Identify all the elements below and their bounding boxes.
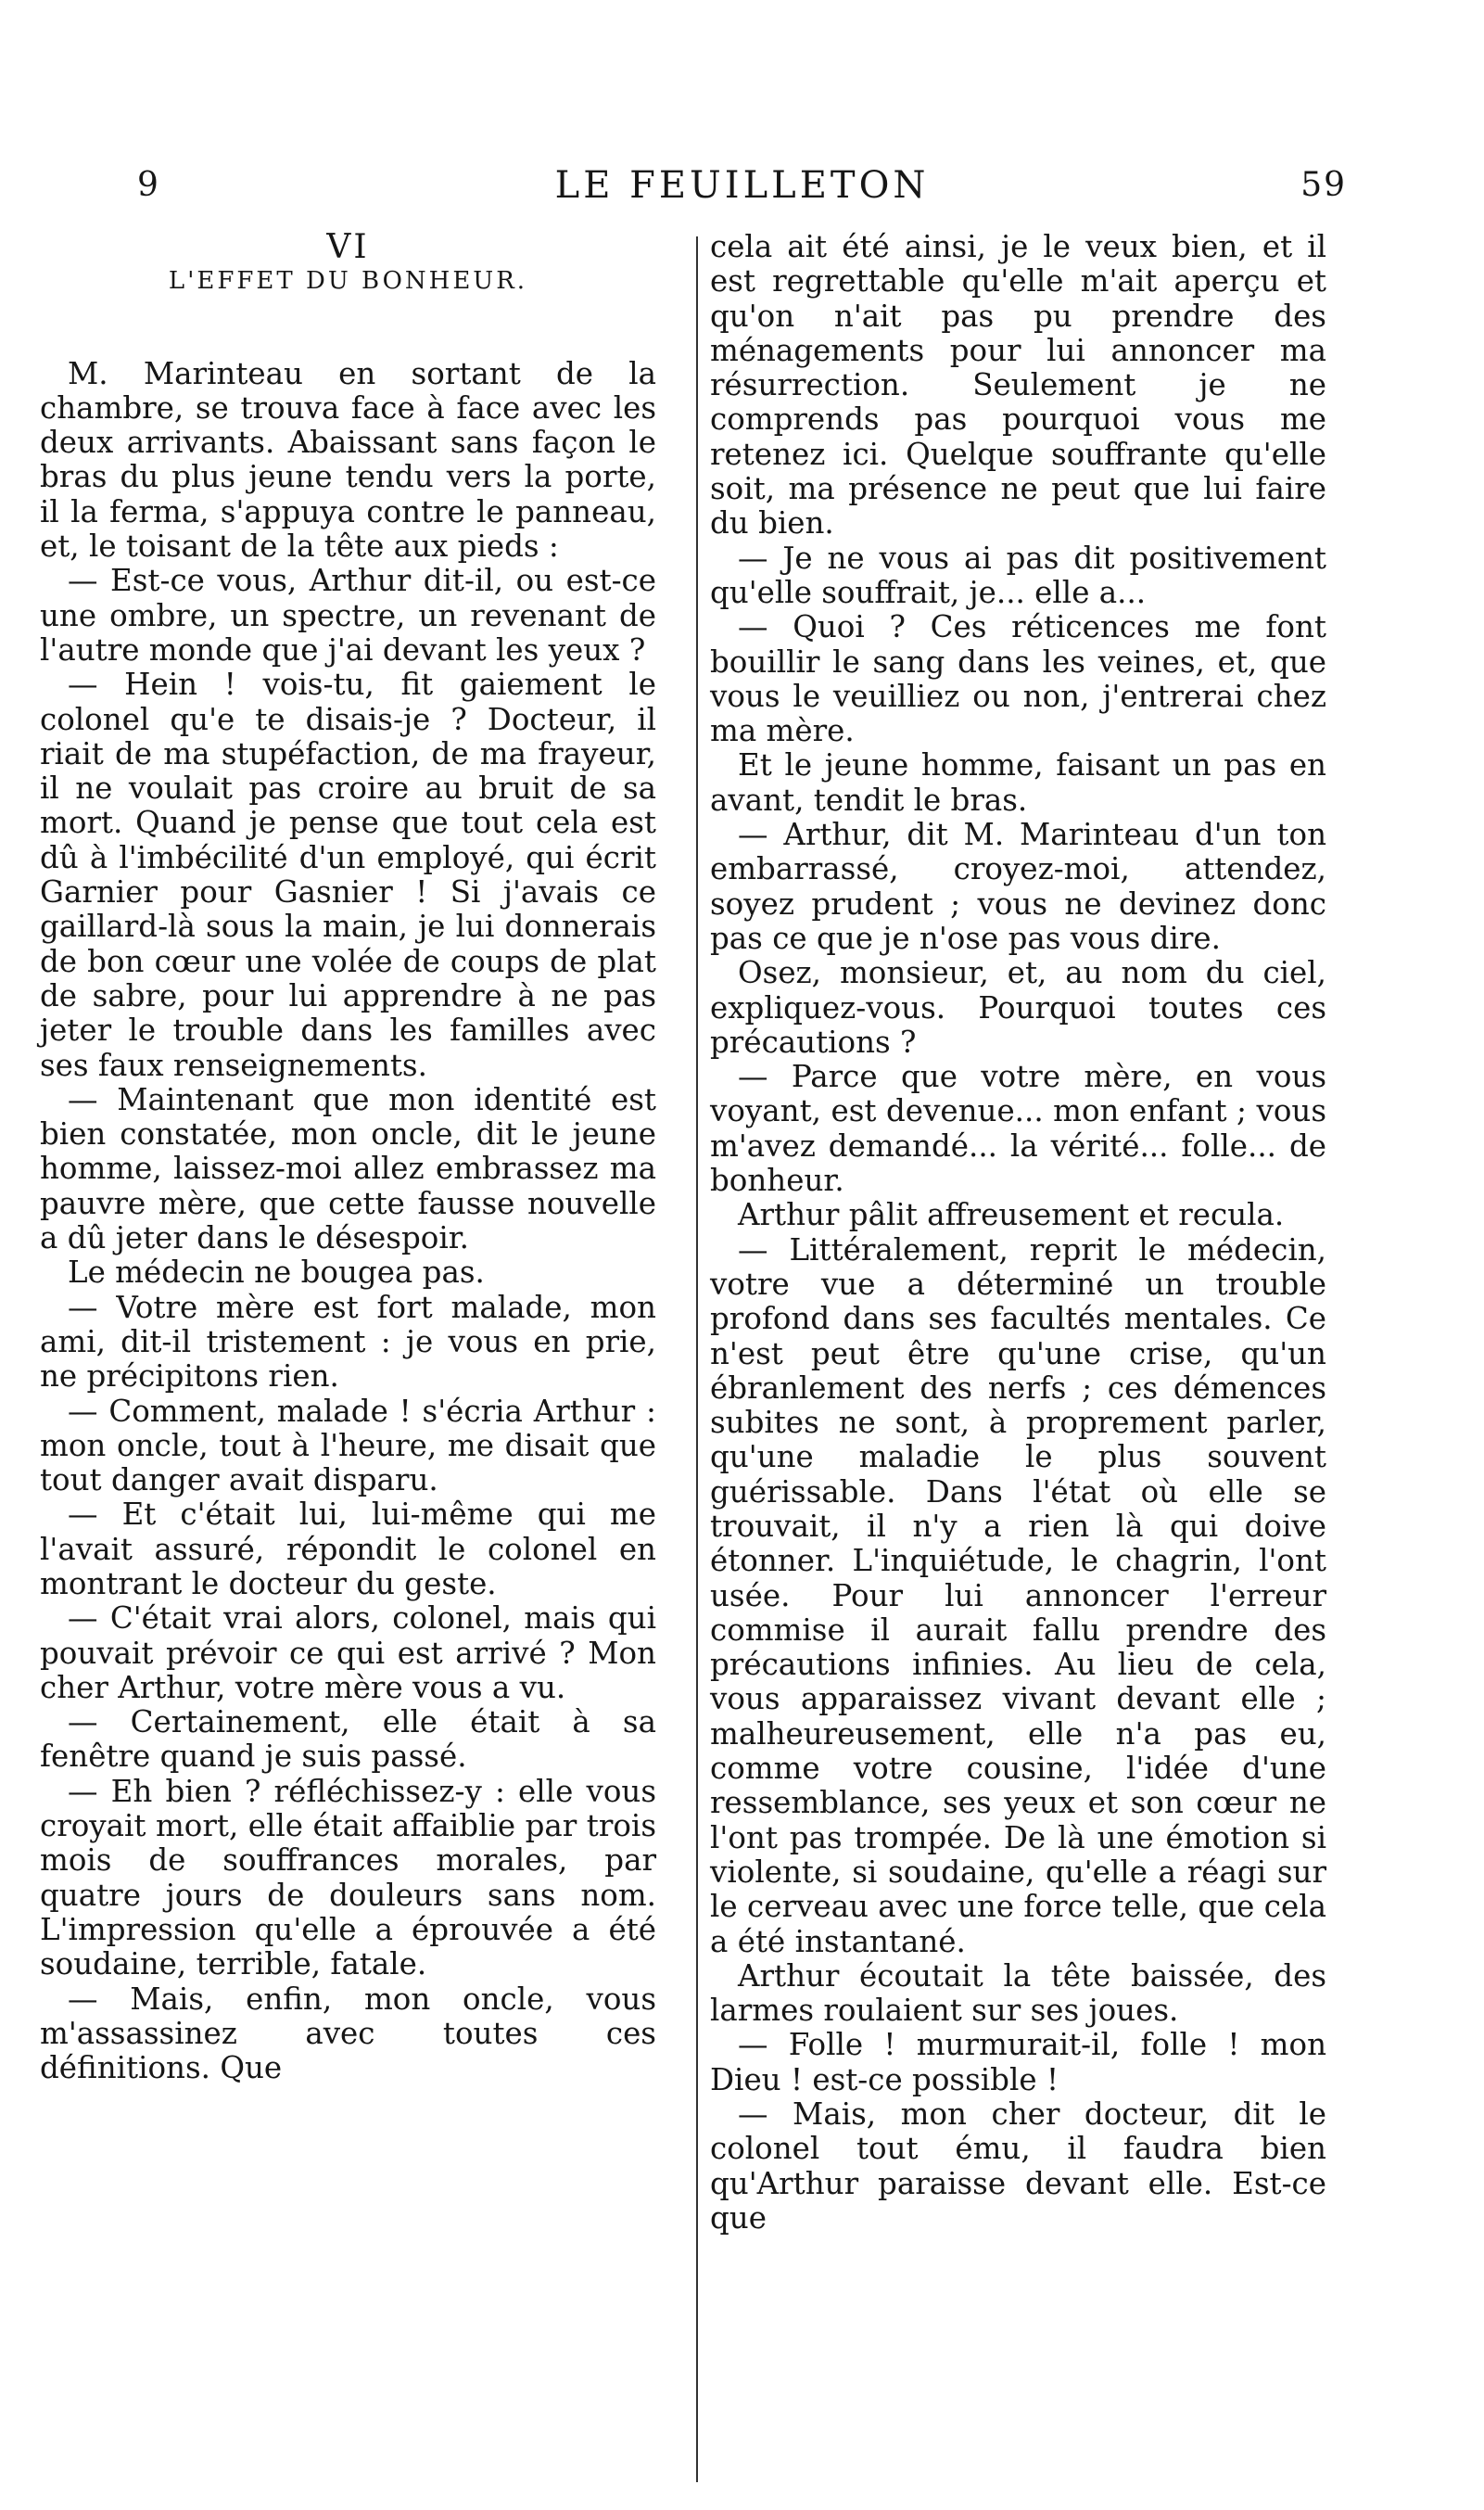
paragraph: — Est-ce vous, Arthur dit-il, ou est-ce une ombre, un spectre, un revenant de l'autre monde que j'ai devant les yeux ?	[40, 563, 656, 668]
paragraph: — Comment, malade ! s'écria Arthur : mon oncle, tout à l'heure, me disait que tout danger avait disparu.	[40, 1393, 656, 1498]
paragraph: — Mais, mon cher docteur, dit le colonel tout ému, il faudra bien qu'Arthur paraisse devant elle. Est-ce que	[710, 2096, 1326, 2236]
column-divider	[696, 236, 698, 2482]
paragraph: Osez, monsieur, et, au nom du ciel, expliquez-vous. Pourquoi toutes ces précautions ?	[710, 955, 1326, 1060]
paragraph: — Maintenant que mon identité est bien constatée, mon oncle, dit le jeune homme, laissez-moi allez embrassez ma pauvre mère, que cette fausse nouvelle a dû jeter dans le désespoir.	[40, 1081, 656, 1256]
paragraph: Le médecin ne bougea pas.	[68, 1255, 485, 1291]
paragraph: — Quoi ? Ces réticences me font bouillir le sang dans les veines, et, que vous le veuilliez ou non, j'entrerai chez ma mère.	[710, 609, 1326, 749]
right-column	[710, 230, 1326, 2236]
chapter-number: VI	[326, 228, 370, 266]
paragraph: — Je ne vous ai pas dit positivement qu'elle souffrait, je... elle a...	[710, 540, 1326, 610]
paragraph: — Mais, enfin, mon oncle, vous m'assassinez avec toutes ces définitions. Que	[40, 1981, 656, 2086]
paragraph: — Hein ! vois-tu, fit gaiement le colonel qu'e te disais-je ? Docteur, il riait de ma stupéfaction, de ma frayeur, il ne voulait pas croire au bruit de sa mort. Quand je pense que tout cela est dû à l'imbécilité d'un employé, qui écrit Garnier pour Gasnier ! Si j'avais ce gaillard-là sous la main, je lui donnerais de bon cœur une volée de coups de plat de sabre, pour lui apprendre à ne pas jeter le trouble dans les familles avec ses faux renseignements.	[40, 667, 656, 1083]
running-title: LE FEUILLETON	[554, 164, 930, 207]
paragraph: Arthur pâlit affreusement et recula.	[738, 1197, 1285, 1233]
paragraph: cela ait été ainsi, je le veux bien, et il est regrettable qu'elle m'ait aperçu et qu'on n'ait pas pu prendre des ménagements pour lui annoncer ma résurrection. Seulement je ne comprends pas pourquoi vous me retenez ici. Quelque souffrante qu'elle soit, ma présence ne peut que lui faire du bien.	[710, 229, 1326, 541]
paragraph: — Votre mère est fort malade, mon ami, dit-il tristement : je vous en prie, ne précipitons rien.	[40, 1289, 656, 1395]
paragraph: — Littéralement, reprit le médecin, votre vue a déterminé un trouble profond dans ses facultés mentales. Ce n'est peut être qu'une crise, qu'un ébranlement des nerfs ; ces démences subites ne sont, à proprement parler, qu'une maladie le plus souvent guérissable. Dans l'état où elle se trouvait, il n'y a rien là qui doive étonner. L'inquiétude, le chagrin, l'ont usée. Pour lui annoncer l'erreur commise il aurait fallu prendre des précautions infinies. Au lieu de cela, vous apparaissez vivant devant elle ; malheureusement, elle n'a pas eu, comme votre cousine, l'idée d'une ressemblance, ses yeux et son cœur ne l'ont pas trompée. De là une émotion si violente, si soudaine, qu'elle a réagi sur le cerveau avec une force telle, que cela a été instantané.	[710, 1231, 1326, 1959]
paragraph: Et le jeune homme, faisant un pas en avant, tendit le bras.	[710, 747, 1326, 818]
paragraph: M. Marinteau en sortant de la chambre, se trouva face à face avec les deux arrivants. Abaissant sans façon le bras du plus jeune tendu vers la porte, il la ferma, s'appuya contre le panneau, et, le toisant de la tête aux pieds :	[40, 355, 656, 565]
paragraph: — C'était vrai alors, colonel, mais qui pouvait prévoir ce qui est arrivé ? Mon cher Arthur, votre mère vous a vu.	[40, 1600, 656, 1705]
paragraph: — Certainement, elle était à sa fenêtre quand je suis passé.	[40, 1704, 656, 1775]
paragraph: — Folle ! murmurait-il, folle ! mon Dieu ! est-ce possible !	[710, 2027, 1326, 2097]
paragraph: — Parce que votre mère, en vous voyant, est devenue... mon enfant ; vous m'avez demandé... la vérité... folle... de bonheur.	[710, 1059, 1326, 1199]
paragraph: — Et c'était lui, lui-même qui me l'avait assuré, répondit le colonel en montrant le docteur du geste.	[40, 1497, 656, 1601]
left-column	[40, 230, 656, 2085]
paragraph: Arthur écoutait la tête baissée, des larmes roulaient sur ses joues.	[710, 1957, 1326, 2029]
paragraph: — Arthur, dit M. Marinteau d'un ton embarrassé, croyez-moi, attendez, soyez prudent ; vous ne devinez donc pas ce que je n'ose pas vous dire.	[710, 817, 1326, 956]
page-number: 59	[1300, 166, 1347, 204]
chapter-title: L'EFFET DU BONHEUR.	[168, 267, 528, 296]
paragraph: — Eh bien ? réfléchissez-y : elle vous croyait mort, elle était affaiblie par trois mois de souffrances morales, par quatre jours de douleurs sans nom. L'impression qu'elle a éprouvée a été soudaine, terrible, fatale.	[40, 1773, 656, 1982]
header-left-mark: 9	[137, 166, 160, 204]
